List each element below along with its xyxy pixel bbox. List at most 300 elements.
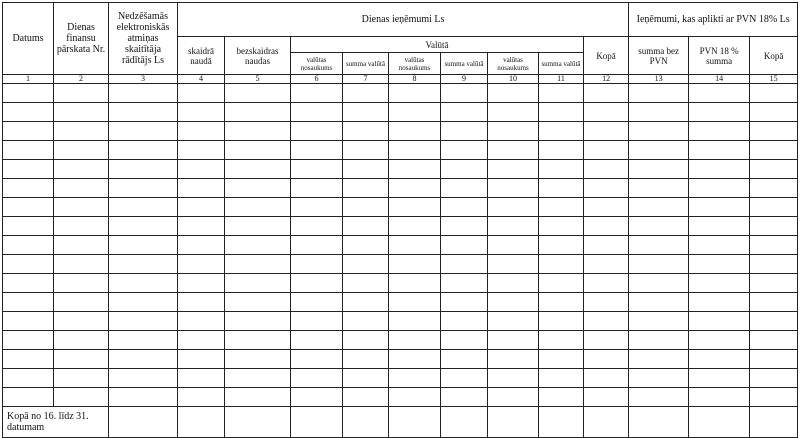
table-cell[interactable] xyxy=(178,331,225,350)
table-cell[interactable] xyxy=(689,217,750,236)
table-cell[interactable] xyxy=(54,388,109,407)
table-row xyxy=(3,141,798,160)
table-cell[interactable] xyxy=(539,369,584,388)
table-cell[interactable] xyxy=(389,350,441,369)
table-cell[interactable] xyxy=(178,103,225,122)
total-cell[interactable] xyxy=(584,407,629,438)
table-cell[interactable] xyxy=(584,179,629,198)
table-cell[interactable] xyxy=(441,122,488,141)
table-cell[interactable] xyxy=(488,236,539,255)
table-cell[interactable] xyxy=(3,84,54,103)
table-cell[interactable] xyxy=(689,84,750,103)
table-cell[interactable] xyxy=(750,369,798,388)
daily-income-table xyxy=(2,2,798,438)
table-cell[interactable] xyxy=(343,217,389,236)
table-cell[interactable] xyxy=(54,141,109,160)
table-cell[interactable] xyxy=(584,198,629,217)
table-cell[interactable] xyxy=(750,293,798,312)
table-cell[interactable] xyxy=(389,293,441,312)
table-cell[interactable] xyxy=(109,84,178,103)
table-cell[interactable] xyxy=(441,350,488,369)
table-cell[interactable] xyxy=(584,350,629,369)
table-cell[interactable] xyxy=(109,179,178,198)
table-cell[interactable] xyxy=(488,217,539,236)
table-cell[interactable] xyxy=(750,274,798,293)
table-cell[interactable] xyxy=(689,103,750,122)
table-cell[interactable] xyxy=(441,198,488,217)
table-cell[interactable] xyxy=(3,179,54,198)
table-cell[interactable] xyxy=(750,84,798,103)
table-cell[interactable] xyxy=(539,331,584,350)
table-cell[interactable] xyxy=(584,312,629,331)
table-cell[interactable] xyxy=(343,84,389,103)
table-cell[interactable] xyxy=(343,198,389,217)
table-cell[interactable] xyxy=(629,198,689,217)
table-cell[interactable] xyxy=(584,255,629,274)
table-cell[interactable] xyxy=(441,103,488,122)
table-cell[interactable] xyxy=(488,312,539,331)
table-cell[interactable] xyxy=(584,160,629,179)
table-cell[interactable] xyxy=(629,293,689,312)
table-cell[interactable] xyxy=(343,103,389,122)
total-cell[interactable] xyxy=(441,407,488,438)
table-cell[interactable] xyxy=(109,293,178,312)
table-cell[interactable] xyxy=(488,274,539,293)
table-cell[interactable] xyxy=(539,236,584,255)
table-cell[interactable] xyxy=(689,160,750,179)
total-cell[interactable] xyxy=(629,407,689,438)
table-cell[interactable] xyxy=(225,141,291,160)
table-cell[interactable] xyxy=(441,255,488,274)
table-cell[interactable] xyxy=(3,122,54,141)
table-row xyxy=(3,103,798,122)
table-cell[interactable] xyxy=(629,255,689,274)
table-cell[interactable] xyxy=(225,293,291,312)
total-cell[interactable] xyxy=(488,407,539,438)
table-cell[interactable] xyxy=(3,350,54,369)
table-cell[interactable] xyxy=(629,179,689,198)
table-cell[interactable] xyxy=(225,84,291,103)
table-cell[interactable] xyxy=(441,236,488,255)
table-cell[interactable] xyxy=(750,331,798,350)
table-cell[interactable] xyxy=(225,369,291,388)
table-cell[interactable] xyxy=(389,331,441,350)
table-cell[interactable] xyxy=(584,293,629,312)
table-cell[interactable] xyxy=(629,350,689,369)
table-cell[interactable] xyxy=(178,350,225,369)
table-cell[interactable] xyxy=(178,255,225,274)
table-cell[interactable] xyxy=(54,179,109,198)
table-cell[interactable] xyxy=(343,179,389,198)
table-cell[interactable] xyxy=(109,369,178,388)
table-cell[interactable] xyxy=(488,141,539,160)
table-cell[interactable] xyxy=(389,141,441,160)
table-cell[interactable] xyxy=(178,293,225,312)
table-cell[interactable] xyxy=(441,141,488,160)
table-cell[interactable] xyxy=(343,369,389,388)
total-cell[interactable] xyxy=(539,407,584,438)
table-cell[interactable] xyxy=(178,122,225,141)
table-cell[interactable] xyxy=(178,369,225,388)
table-cell[interactable] xyxy=(343,388,389,407)
table-cell[interactable] xyxy=(539,179,584,198)
table-cell[interactable] xyxy=(291,141,343,160)
table-cell[interactable] xyxy=(689,122,750,141)
table-cell[interactable] xyxy=(488,179,539,198)
table-row xyxy=(3,122,798,141)
table-cell[interactable] xyxy=(389,255,441,274)
table-cell[interactable] xyxy=(584,236,629,255)
table-cell[interactable] xyxy=(291,331,343,350)
table-cell[interactable] xyxy=(689,293,750,312)
column-number: 4 xyxy=(178,75,225,84)
table-cell[interactable] xyxy=(3,331,54,350)
table-row xyxy=(3,160,798,179)
table-cell[interactable] xyxy=(54,274,109,293)
table-cell[interactable] xyxy=(689,236,750,255)
table-cell[interactable] xyxy=(629,122,689,141)
table-cell[interactable] xyxy=(488,293,539,312)
table-cell[interactable] xyxy=(178,179,225,198)
header-skaidra-nauda: skaidrā naudā xyxy=(178,37,225,75)
table-cell[interactable] xyxy=(109,141,178,160)
table-cell[interactable] xyxy=(3,198,54,217)
table-cell[interactable] xyxy=(488,103,539,122)
table-cell[interactable] xyxy=(109,274,178,293)
table-cell[interactable] xyxy=(3,217,54,236)
report-form xyxy=(2,2,798,438)
table-cell[interactable] xyxy=(750,122,798,141)
column-number-row xyxy=(3,75,798,84)
table-cell[interactable] xyxy=(109,312,178,331)
column-number: 7 xyxy=(343,75,389,84)
table-cell[interactable] xyxy=(343,236,389,255)
table-cell[interactable] xyxy=(54,217,109,236)
table-cell[interactable] xyxy=(54,350,109,369)
table-cell[interactable] xyxy=(109,350,178,369)
table-cell[interactable] xyxy=(291,103,343,122)
table-cell[interactable] xyxy=(539,141,584,160)
table-cell[interactable] xyxy=(629,141,689,160)
table-cell[interactable] xyxy=(750,160,798,179)
table-cell[interactable] xyxy=(178,312,225,331)
table-cell[interactable] xyxy=(109,217,178,236)
table-cell[interactable] xyxy=(629,312,689,331)
table-cell[interactable] xyxy=(539,103,584,122)
table-cell[interactable] xyxy=(343,122,389,141)
table-cell[interactable] xyxy=(54,312,109,331)
table-cell[interactable] xyxy=(54,122,109,141)
table-cell[interactable] xyxy=(689,179,750,198)
table-cell[interactable] xyxy=(3,255,54,274)
table-cell[interactable] xyxy=(225,388,291,407)
table-row xyxy=(3,255,798,274)
column-number: 8 xyxy=(389,75,441,84)
table-cell[interactable] xyxy=(629,274,689,293)
table-cell[interactable] xyxy=(389,84,441,103)
table-cell[interactable] xyxy=(441,331,488,350)
table-cell[interactable] xyxy=(584,331,629,350)
table-cell[interactable] xyxy=(343,350,389,369)
table-cell[interactable] xyxy=(291,369,343,388)
table-cell[interactable] xyxy=(629,160,689,179)
table-cell[interactable] xyxy=(629,388,689,407)
table-cell[interactable] xyxy=(291,84,343,103)
table-row xyxy=(3,331,798,350)
table-cell[interactable] xyxy=(389,198,441,217)
table-cell[interactable] xyxy=(3,103,54,122)
table-cell[interactable] xyxy=(689,255,750,274)
table-cell[interactable] xyxy=(178,217,225,236)
table-cell[interactable] xyxy=(689,141,750,160)
total-cell[interactable] xyxy=(343,407,389,438)
total-cell[interactable] xyxy=(178,407,225,438)
table-cell[interactable] xyxy=(291,179,343,198)
table-cell[interactable] xyxy=(389,122,441,141)
table-cell[interactable] xyxy=(488,122,539,141)
table-cell[interactable] xyxy=(54,255,109,274)
table-cell[interactable] xyxy=(291,236,343,255)
table-cell[interactable] xyxy=(441,160,488,179)
table-cell[interactable] xyxy=(54,198,109,217)
table-cell[interactable] xyxy=(689,388,750,407)
table-cell[interactable] xyxy=(750,236,798,255)
table-cell[interactable] xyxy=(584,84,629,103)
table-cell[interactable] xyxy=(109,236,178,255)
table-cell[interactable] xyxy=(539,198,584,217)
column-number: 1 xyxy=(3,75,54,84)
table-cell[interactable] xyxy=(750,141,798,160)
table-cell[interactable] xyxy=(389,312,441,331)
table-cell[interactable] xyxy=(689,198,750,217)
table-cell[interactable] xyxy=(225,122,291,141)
header-summa-valuta: summa valūtā xyxy=(441,53,488,75)
table-cell[interactable] xyxy=(539,122,584,141)
column-number: 5 xyxy=(225,75,291,84)
table-cell[interactable] xyxy=(343,255,389,274)
table-cell[interactable] xyxy=(291,160,343,179)
table-cell[interactable] xyxy=(389,103,441,122)
table-cell[interactable] xyxy=(441,274,488,293)
table-cell[interactable] xyxy=(441,84,488,103)
table-cell[interactable] xyxy=(750,255,798,274)
table-cell[interactable] xyxy=(629,331,689,350)
table-cell[interactable] xyxy=(109,198,178,217)
column-number: 3 xyxy=(109,75,178,84)
table-cell[interactable] xyxy=(343,160,389,179)
table-cell[interactable] xyxy=(54,84,109,103)
table-cell[interactable] xyxy=(750,217,798,236)
table-cell[interactable] xyxy=(178,274,225,293)
table-cell[interactable] xyxy=(343,331,389,350)
table-cell[interactable] xyxy=(225,179,291,198)
total-cell[interactable] xyxy=(750,407,798,438)
table-cell[interactable] xyxy=(689,369,750,388)
table-cell[interactable] xyxy=(629,103,689,122)
table-cell[interactable] xyxy=(54,331,109,350)
table-cell[interactable] xyxy=(629,217,689,236)
table-cell[interactable] xyxy=(291,217,343,236)
table-cell[interactable] xyxy=(629,369,689,388)
header-pvn-summa: PVN 18 % summa xyxy=(689,37,750,75)
table-cell[interactable] xyxy=(3,369,54,388)
column-number: 10 xyxy=(488,75,539,84)
header-valutas-nosaukums: valūtas nosaukums xyxy=(488,53,539,75)
table-cell[interactable] xyxy=(389,274,441,293)
table-cell[interactable] xyxy=(291,293,343,312)
table-cell[interactable] xyxy=(389,388,441,407)
table-cell[interactable] xyxy=(109,122,178,141)
table-cell[interactable] xyxy=(584,103,629,122)
table-cell[interactable] xyxy=(178,198,225,217)
table-cell[interactable] xyxy=(225,236,291,255)
total-cell[interactable] xyxy=(689,407,750,438)
table-row xyxy=(3,236,798,255)
column-number: 15 xyxy=(750,75,798,84)
table-cell[interactable] xyxy=(109,160,178,179)
table-cell[interactable] xyxy=(54,103,109,122)
table-cell[interactable] xyxy=(689,274,750,293)
table-cell[interactable] xyxy=(343,293,389,312)
table-cell[interactable] xyxy=(750,103,798,122)
total-cell[interactable] xyxy=(291,407,343,438)
table-cell[interactable] xyxy=(3,312,54,331)
table-cell[interactable] xyxy=(750,312,798,331)
table-cell[interactable] xyxy=(291,122,343,141)
table-cell[interactable] xyxy=(441,293,488,312)
table-cell[interactable] xyxy=(3,160,54,179)
table-cell[interactable] xyxy=(291,388,343,407)
total-cell[interactable] xyxy=(389,407,441,438)
header-kopa: Kopā xyxy=(584,37,629,75)
column-number: 2 xyxy=(54,75,109,84)
table-cell[interactable] xyxy=(291,350,343,369)
table-cell[interactable] xyxy=(488,255,539,274)
table-cell[interactable] xyxy=(178,84,225,103)
table-cell[interactable] xyxy=(291,274,343,293)
table-cell[interactable] xyxy=(584,274,629,293)
table-cell[interactable] xyxy=(109,103,178,122)
table-cell[interactable] xyxy=(225,312,291,331)
table-cell[interactable] xyxy=(389,179,441,198)
table-cell[interactable] xyxy=(109,331,178,350)
table-cell[interactable] xyxy=(689,331,750,350)
table-cell[interactable] xyxy=(584,141,629,160)
table-cell[interactable] xyxy=(488,198,539,217)
table-cell[interactable] xyxy=(3,293,54,312)
table-cell[interactable] xyxy=(539,84,584,103)
header-bezskaidras-naudas: bezskaidras naudas xyxy=(225,37,291,75)
total-cell[interactable] xyxy=(109,407,178,438)
table-cell[interactable] xyxy=(3,141,54,160)
total-row-label: Kopā no 16. līdz 31. datumam xyxy=(3,407,109,438)
table-cell[interactable] xyxy=(441,369,488,388)
table-cell[interactable] xyxy=(750,388,798,407)
table-cell[interactable] xyxy=(584,122,629,141)
table-cell[interactable] xyxy=(225,160,291,179)
table-cell[interactable] xyxy=(3,236,54,255)
table-cell[interactable] xyxy=(389,236,441,255)
column-number: 9 xyxy=(441,75,488,84)
table-cell[interactable] xyxy=(584,217,629,236)
table-cell[interactable] xyxy=(54,236,109,255)
table-cell[interactable] xyxy=(178,141,225,160)
table-cell[interactable] xyxy=(225,331,291,350)
table-cell[interactable] xyxy=(539,388,584,407)
table-cell[interactable] xyxy=(109,388,178,407)
table-row xyxy=(3,388,798,407)
table-cell[interactable] xyxy=(584,369,629,388)
table-cell[interactable] xyxy=(488,331,539,350)
table-cell[interactable] xyxy=(178,160,225,179)
table-cell[interactable] xyxy=(539,312,584,331)
table-row xyxy=(3,369,798,388)
table-cell[interactable] xyxy=(750,350,798,369)
table-cell[interactable] xyxy=(539,255,584,274)
table-cell[interactable] xyxy=(54,293,109,312)
table-cell[interactable] xyxy=(441,388,488,407)
column-number: 13 xyxy=(629,75,689,84)
table-cell[interactable] xyxy=(488,369,539,388)
table-cell[interactable] xyxy=(225,274,291,293)
table-row xyxy=(3,84,798,103)
header-valutas-nosaukums: valūtas nosaukums xyxy=(291,53,343,75)
table-cell[interactable] xyxy=(291,198,343,217)
table-cell[interactable] xyxy=(54,369,109,388)
table-cell[interactable] xyxy=(343,312,389,331)
table-cell[interactable] xyxy=(389,369,441,388)
table-cell[interactable] xyxy=(750,179,798,198)
table-cell[interactable] xyxy=(689,312,750,331)
table-cell[interactable] xyxy=(343,141,389,160)
table-cell[interactable] xyxy=(3,274,54,293)
table-cell[interactable] xyxy=(629,84,689,103)
table-cell[interactable] xyxy=(389,160,441,179)
table-cell[interactable] xyxy=(539,350,584,369)
table-cell[interactable] xyxy=(389,217,441,236)
table-cell[interactable] xyxy=(689,350,750,369)
table-cell[interactable] xyxy=(488,160,539,179)
table-cell[interactable] xyxy=(539,293,584,312)
table-cell[interactable] xyxy=(488,388,539,407)
table-cell[interactable] xyxy=(178,236,225,255)
table-cell[interactable] xyxy=(225,103,291,122)
table-cell[interactable] xyxy=(291,255,343,274)
table-cell[interactable] xyxy=(225,217,291,236)
table-cell[interactable] xyxy=(539,160,584,179)
table-cell[interactable] xyxy=(225,350,291,369)
table-cell[interactable] xyxy=(750,198,798,217)
table-cell[interactable] xyxy=(343,274,389,293)
table-cell[interactable] xyxy=(109,255,178,274)
table-cell[interactable] xyxy=(291,312,343,331)
table-cell[interactable] xyxy=(54,160,109,179)
table-cell[interactable] xyxy=(178,388,225,407)
table-cell[interactable] xyxy=(441,312,488,331)
table-cell[interactable] xyxy=(441,217,488,236)
total-cell[interactable] xyxy=(225,407,291,438)
table-cell[interactable] xyxy=(3,388,54,407)
table-cell[interactable] xyxy=(584,388,629,407)
table-cell[interactable] xyxy=(441,179,488,198)
table-cell[interactable] xyxy=(629,236,689,255)
table-cell[interactable] xyxy=(225,255,291,274)
table-cell[interactable] xyxy=(488,350,539,369)
table-cell[interactable] xyxy=(225,198,291,217)
table-cell[interactable] xyxy=(539,274,584,293)
table-cell[interactable] xyxy=(539,217,584,236)
table-cell[interactable] xyxy=(488,84,539,103)
